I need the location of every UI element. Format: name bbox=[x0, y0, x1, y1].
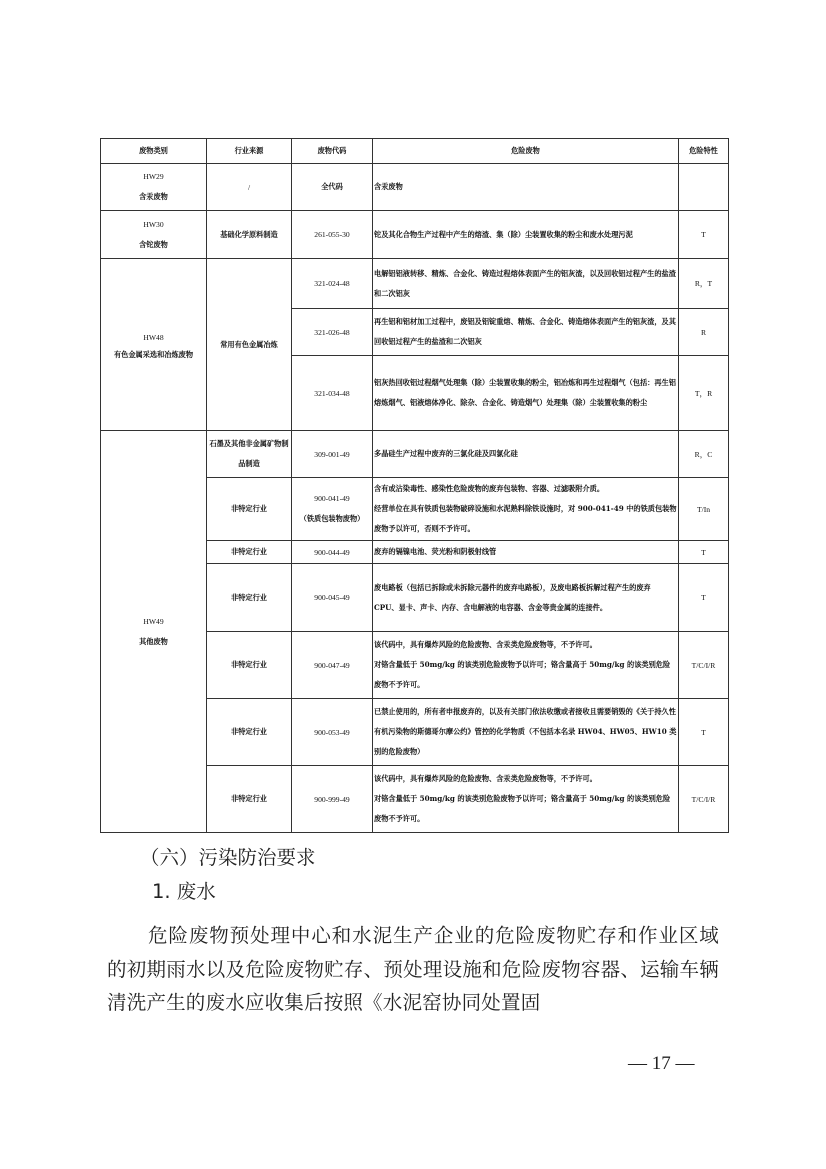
waste-cell: 铊及其化合物生产过程中产生的熔渣、集（除）尘装置收集的粉尘和废水处理污泥 bbox=[373, 211, 679, 259]
waste-cell bbox=[373, 632, 679, 699]
characteristic-cell: T bbox=[679, 211, 729, 259]
code-cell: 900-044-49 bbox=[292, 541, 373, 564]
waste-cell bbox=[373, 766, 679, 833]
category-cell bbox=[101, 164, 207, 211]
section-heading: （六）污染防治要求 bbox=[140, 846, 316, 869]
waste-line: 对铬含量低于 50mg/kg 的该类别危险废物予以许可；铬含量高于 50mg/kg 的该类别危险废物不予许可。 bbox=[374, 660, 671, 689]
waste-line: 该代码中，具有爆炸风险的危险废物、含汞类危险废物等，不予许可。 bbox=[374, 774, 597, 783]
category-code: HW48 bbox=[143, 332, 164, 342]
characteristic-cell: R，T bbox=[679, 259, 729, 309]
table-row bbox=[101, 164, 729, 211]
waste-cell: 废电路板（包括已拆除或未拆除元器件的废弃电路板），及废电路板拆解过程产生的废弃 CPU、显卡、声卡、内存、含电解液的电容器、含金等贵金属的连接件。 bbox=[373, 564, 679, 632]
header-code: 废物代码 bbox=[292, 139, 373, 164]
header-source: 行业来源 bbox=[207, 139, 292, 164]
category-cell bbox=[101, 259, 207, 431]
header-characteristic: 危险特性 bbox=[679, 139, 729, 164]
category-code: HW29 bbox=[143, 172, 164, 181]
table-row bbox=[101, 259, 729, 309]
source-cell: 非特定行业 bbox=[207, 564, 292, 632]
category-name: 含汞废物 bbox=[139, 192, 168, 201]
header-category: 废物类别 bbox=[101, 139, 207, 164]
characteristic-cell: T bbox=[679, 564, 729, 632]
category-name: 其他废物 bbox=[139, 636, 168, 646]
waste-cell: 再生铝和铝材加工过程中，废铝及铝锭重熔、精炼、合金化、铸造熔体表面产生的铝灰渣，及其回收铝过程产生的盐渣和二次铝灰 bbox=[373, 309, 679, 356]
table-row bbox=[101, 211, 729, 259]
code-cell: 261-055-30 bbox=[292, 211, 373, 259]
waste-cell bbox=[373, 478, 679, 541]
category-cell bbox=[101, 211, 207, 259]
code-cell: 321-024-48 bbox=[292, 259, 373, 309]
source-cell: / bbox=[207, 164, 292, 211]
characteristic-cell: T/C/I/R bbox=[679, 632, 729, 699]
body-paragraph: 危险废物预处理中心和水泥生产企业的危险废物贮存和作业区域的初期雨水以及危险废物贮存、预处理设施和危险废物容器、运输车辆清洗产生的废水应收集后按照《水泥窑协同处置固 bbox=[107, 924, 719, 1014]
waste-line: 该代码中，具有爆炸风险的危险废物、含汞类危险废物等，不予许可。 bbox=[374, 640, 597, 649]
source-cell: 基础化学原料制造 bbox=[207, 211, 292, 259]
subsection-heading: 1. 废水 bbox=[152, 880, 216, 903]
code-cell: 900-999-49 bbox=[292, 766, 373, 833]
code-cell: 全代码 bbox=[292, 164, 373, 211]
characteristic-cell: R bbox=[679, 309, 729, 356]
category-name: 含铊废物 bbox=[139, 239, 168, 249]
waste-line: 含有或沾染毒性、感染性危险废物的废弃包装物、容器、过滤吸附介质。 bbox=[374, 484, 605, 493]
code-note: （铁质包装物废物） bbox=[299, 514, 365, 523]
code-cell: 321-026-48 bbox=[292, 309, 373, 356]
source-cell: 非特定行业 bbox=[207, 541, 292, 564]
code-cell bbox=[292, 478, 373, 541]
characteristic-cell: T/In bbox=[679, 478, 729, 541]
source-cell: 非特定行业 bbox=[207, 632, 292, 699]
table-row bbox=[101, 431, 729, 478]
table-header-row bbox=[101, 139, 729, 164]
code-cell: 309-001-49 bbox=[292, 431, 373, 478]
characteristic-cell: R，C bbox=[679, 431, 729, 478]
hazardous-waste-table bbox=[100, 138, 729, 833]
code-cell: 900-053-49 bbox=[292, 699, 373, 766]
code-cell: 321-034-48 bbox=[292, 356, 373, 431]
source-cell: 石墨及其他非金属矿物制品制造 bbox=[207, 431, 292, 478]
category-code: HW49 bbox=[143, 616, 164, 626]
code-cell: 900-045-49 bbox=[292, 564, 373, 632]
source-cell: 非特定行业 bbox=[207, 766, 292, 833]
characteristic-cell bbox=[679, 164, 729, 211]
source-cell: 非特定行业 bbox=[207, 478, 292, 541]
waste-cell: 铝灰热回收铝过程烟气处理集（除）尘装置收集的粉尘，铝冶炼和再生过程烟气（包括：再生铝熔炼烟气、铝液熔体净化、除杂、合金化、铸造烟气）处理集（除）尘装置收集的粉尘 bbox=[373, 356, 679, 431]
source-cell: 非特定行业 bbox=[207, 699, 292, 766]
waste-cell: 废弃的镉镍电池、荧光粉和阴极射线管 bbox=[373, 541, 679, 564]
category-code: HW30 bbox=[143, 219, 164, 229]
source-cell: 常用有色金属冶炼 bbox=[207, 259, 292, 431]
waste-cell: 电解铝铝液转移、精炼、合金化、铸造过程熔体表面产生的铝灰渣，以及回收铝过程产生的盐渣和二次铝灰 bbox=[373, 259, 679, 309]
characteristic-cell: T bbox=[679, 541, 729, 564]
waste-cell: 多晶硅生产过程中废弃的三氯化硅及四氯化硅 bbox=[373, 431, 679, 478]
page-number: — 17 — bbox=[628, 1053, 695, 1074]
characteristic-cell: T bbox=[679, 699, 729, 766]
code-value: 900-041-49 bbox=[314, 494, 350, 503]
category-cell bbox=[101, 431, 207, 833]
waste-cell: 已禁止使用的，所有者申报废弃的，以及有关部门依法收缴或者接收且需要销毁的《关于持久性有机污染物的斯德哥尔摩公约》管控的化学物质（不包括本名录 HW04、HW05、HW10 类别的危险废物） bbox=[373, 699, 679, 766]
waste-line: 对铬含量低于 50mg/kg 的该类别危险废物予以许可；铬含量高于 50mg/kg 的该类别危险废物不予许可。 bbox=[374, 794, 671, 823]
category-name: 有色金属采选和冶炼废物 bbox=[113, 349, 194, 359]
header-waste: 危险废物 bbox=[373, 139, 679, 164]
characteristic-cell: T/C/I/R bbox=[679, 766, 729, 833]
code-cell: 900-047-49 bbox=[292, 632, 373, 699]
waste-line: 经营单位在具有铁质包装物破碎设施和水泥熟料除铁设施时，对 900-041-49 中的铁质包装物废物予以许可，否则不予许可。 bbox=[374, 504, 677, 533]
characteristic-cell: T，R bbox=[679, 356, 729, 431]
waste-cell: 含汞废物 bbox=[373, 164, 679, 211]
